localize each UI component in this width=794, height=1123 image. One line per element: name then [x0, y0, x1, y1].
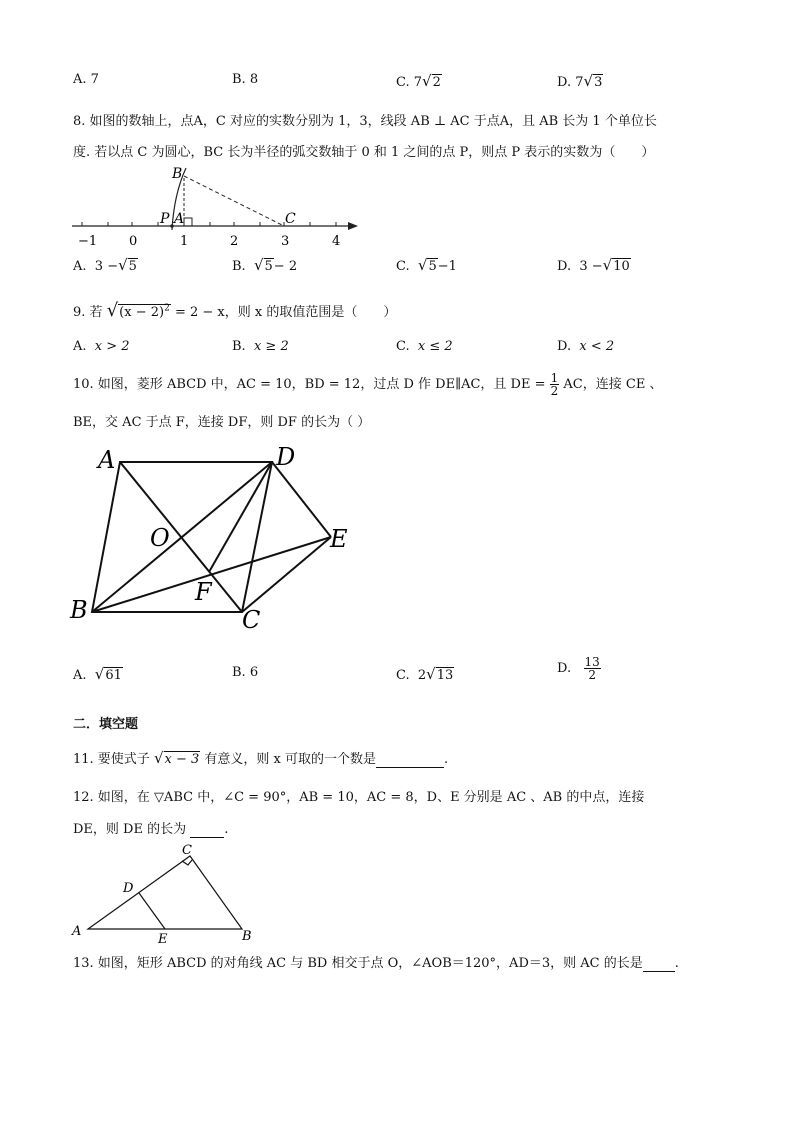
- sqrt-expression: √5: [118, 256, 137, 274]
- axis-ticks: [82, 222, 336, 226]
- label-b: B: [172, 166, 183, 182]
- section-heading: 二．填空题: [73, 717, 139, 732]
- right-angle-mark: [184, 218, 192, 226]
- q9-option-c: C. x ≤ 2: [396, 339, 453, 354]
- q7-option-d: D. 7√3: [557, 72, 603, 90]
- q8-option-b: B. √5− 2: [232, 256, 298, 274]
- label-a: A: [174, 211, 185, 227]
- q8-stem-line1: 8. 如图的数轴上，点A，C 对应的实数分别为 1，3，线段 AB ⊥ AC 于点A，且 AB 长为 1 个单位长: [73, 114, 657, 129]
- sqrt-expression: √3: [583, 72, 603, 90]
- q9-option-a: A. x > 2: [73, 339, 130, 354]
- fraction: $\frac{13}{2}$: [584, 655, 600, 682]
- sqrt-expression: √x − 3: [153, 749, 200, 767]
- q7-option-c: C. 7√2: [396, 72, 441, 90]
- q10-stem-line1: 10. 如图，菱形 ABCD 中，AC = 10，BD = 12，过点 D 作 DE∥AC，且 DE = $\frac{1}{2}$ AC，连接 CE 、: [73, 371, 663, 398]
- sqrt-expression: √2: [422, 72, 441, 90]
- q10-stem-line2: BE，交 AC 于点 F，连接 DF，则 DF 的长为（ ）: [73, 415, 371, 430]
- q10-option-d: D. $\frac{13}{2}$: [557, 655, 600, 682]
- q10-option-b: B. 6: [232, 665, 259, 680]
- q10-rhombus-figure: [66, 440, 366, 635]
- tick-label: −1: [78, 234, 98, 249]
- q12-stem-line1: 12. 如图，在 ▽ABC 中，∠C = 90°，AB = 10，AC = 8，D、E 分别是 AC 、AB 的中点，连接: [73, 790, 645, 805]
- q10-option-c: C. 2√13: [396, 665, 454, 683]
- diagonal-bd: [92, 462, 272, 612]
- q12-triangle-figure: [70, 840, 270, 948]
- answer-blank[interactable]: [643, 956, 675, 972]
- q8-option-c: C. √5−1: [396, 256, 457, 274]
- q9-option-d: D. x < 2: [557, 339, 615, 354]
- fraction: $\frac{1}{2}$: [550, 371, 559, 398]
- q7-option-b: B. 8: [232, 72, 259, 87]
- q11-stem: 11. 要使式子 √x − 3 有意义，则 x 可取的一个数是 .: [73, 749, 449, 767]
- segment-de: [139, 893, 165, 929]
- q8-option-a: A. 3 −√5: [73, 256, 137, 274]
- sqrt-expression: √10: [602, 256, 630, 274]
- label-p: P: [160, 211, 170, 227]
- label-d: D: [276, 443, 296, 471]
- q8-number-line-figure: [66, 160, 366, 250]
- q9-option-b: B. x ≥ 2: [232, 339, 289, 354]
- triangle-abc: [88, 856, 242, 929]
- q10-option-a: A. √61: [73, 665, 122, 683]
- sqrt-expression: $√(x - 2)^2$: [106, 300, 170, 321]
- label-a: A: [72, 924, 82, 939]
- label-c: C: [242, 606, 261, 634]
- tick-label: 1: [180, 234, 189, 249]
- label-d: D: [123, 881, 134, 896]
- segment-df: [209, 462, 272, 572]
- answer-blank[interactable]: [190, 822, 224, 838]
- tick-label: 4: [332, 234, 341, 249]
- label-c: C: [285, 211, 296, 227]
- label-b: B: [70, 596, 88, 624]
- label-a: A: [98, 446, 116, 474]
- label-b: B: [242, 929, 252, 944]
- q8-stem-line2: 度. 若以点 C 为圆心，BC 长为半径的弧交数轴于 0 和 1 之间的点 P，则点 P 表示的实数为（ ）: [73, 145, 655, 160]
- q9-stem: 9. 若 $√(x - 2)^2 = 2 - x$，则 x 的取值范围是（ ）: [73, 300, 397, 321]
- sqrt-expression: √61: [94, 665, 122, 683]
- q12-stem-line2: DE，则 DE 的长为 .: [73, 822, 229, 837]
- label-f: F: [195, 578, 212, 606]
- tick-label: 0: [129, 234, 138, 249]
- axis-arrow-icon: [348, 222, 358, 230]
- sqrt-expression: √5: [253, 256, 273, 274]
- tick-label: 3: [281, 234, 290, 249]
- tick-label: 2: [230, 234, 239, 249]
- label-e: E: [330, 525, 348, 553]
- segment-bc: [184, 176, 284, 226]
- q7-option-a: A. 7: [73, 72, 99, 87]
- label-e: E: [158, 932, 168, 947]
- sqrt-expression: √5: [417, 256, 437, 274]
- q13-stem: 13. 如图，矩形 ABCD 的对角线 AC 与 BD 相交于点 O，∠AOB＝120°，AD＝3，则 AC 的长是 .: [73, 956, 679, 971]
- label-c: C: [182, 843, 192, 858]
- q8-option-d: D. 3 −√10: [557, 256, 630, 274]
- sqrt-expression: √13: [426, 665, 454, 683]
- label-o: O: [150, 524, 170, 552]
- answer-blank[interactable]: [376, 752, 444, 768]
- segment-de: [272, 462, 331, 537]
